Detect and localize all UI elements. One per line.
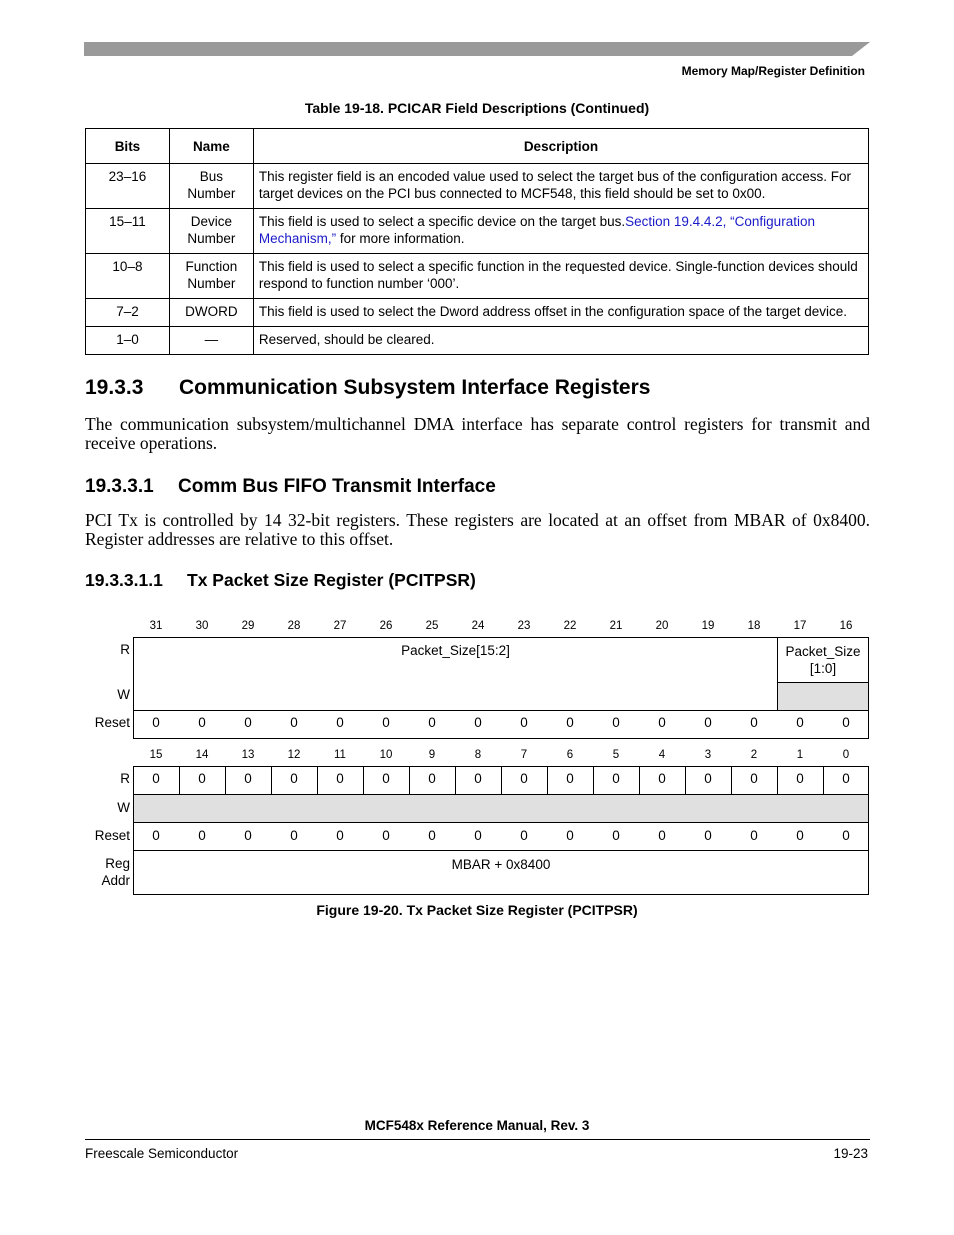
reset-value: 0 bbox=[566, 828, 574, 843]
read-value: 0 bbox=[796, 771, 804, 786]
reset-value: 0 bbox=[796, 828, 804, 843]
cell-bits: 23–16 bbox=[86, 164, 170, 209]
reset-value: 0 bbox=[198, 715, 206, 730]
subsection-number: 19.3.3.1 bbox=[85, 476, 154, 497]
description-text: Reserved, should be cleared. bbox=[258, 332, 435, 347]
lower-read-bit-cell bbox=[271, 766, 318, 795]
bit-number: 19 bbox=[701, 620, 715, 632]
reset-value: 0 bbox=[750, 828, 758, 843]
bit-number: 5 bbox=[612, 749, 620, 761]
bit-number: 10 bbox=[379, 749, 393, 761]
cell-description bbox=[253, 209, 868, 254]
reset-value: 0 bbox=[336, 715, 344, 730]
lower-read-bit-cell bbox=[685, 766, 732, 795]
lower-read-bit-cell bbox=[363, 766, 410, 795]
cell-name: DWORD bbox=[169, 299, 253, 327]
lower-read-bit-cell bbox=[593, 766, 640, 795]
reset-value: 0 bbox=[658, 828, 666, 843]
section-heading bbox=[85, 376, 650, 400]
bit-number: 23 bbox=[517, 620, 531, 632]
figure-caption: Figure 19-20. Tx Packet Size Register (PCITPSR) bbox=[316, 902, 638, 918]
bit-number: 11 bbox=[334, 749, 346, 761]
bit-number: 22 bbox=[563, 620, 577, 632]
reset-value: 0 bbox=[658, 715, 666, 730]
lower-read-bit-cell bbox=[639, 766, 686, 795]
reset-value: 0 bbox=[198, 828, 206, 843]
bit-number: 27 bbox=[333, 620, 347, 632]
label-w-lower: W bbox=[117, 800, 130, 815]
table-row bbox=[86, 327, 869, 355]
cell-bits: 10–8 bbox=[86, 254, 170, 299]
reset-value: 0 bbox=[750, 715, 758, 730]
bit-number: 25 bbox=[425, 620, 439, 632]
read-value: 0 bbox=[842, 771, 850, 786]
cell-name: Function Number bbox=[169, 254, 253, 299]
cell-description bbox=[253, 299, 868, 327]
read-value: 0 bbox=[336, 771, 344, 786]
col-header-bits: Bits bbox=[86, 129, 170, 164]
description-text: This register field is an encoded value used to select the target bus of the configuration access. For target devices on the PCI bus connected to MCF548, this field should be set to 0x00. bbox=[258, 169, 851, 201]
lower-read-bit-cell bbox=[731, 766, 778, 795]
table-row bbox=[86, 209, 869, 254]
subsection-body: PCI Tx is controlled by 14 32-bit registers. These registers are located at an offset from MBAR of 0x8400. Register addresses are relative to this offset. bbox=[85, 510, 870, 549]
bit-number: 1 bbox=[796, 749, 804, 761]
read-value: 0 bbox=[290, 771, 298, 786]
footer-rule bbox=[85, 1139, 870, 1140]
lower-read-bit-cell bbox=[179, 766, 226, 795]
field-table bbox=[85, 128, 869, 355]
label-reg: Reg bbox=[105, 856, 130, 871]
lower-read-bit-cell bbox=[501, 766, 548, 795]
section-body: The communication subsystem/multichannel DMA interface has separate control registers for transmit and receive operations. bbox=[85, 414, 870, 453]
reset-value: 0 bbox=[842, 715, 850, 730]
field-packet-size-1-0 bbox=[777, 637, 869, 683]
label-reset-lower: Reset bbox=[94, 828, 130, 843]
section-link[interactable]: Section 19.4.4.2, “Configuration Mechanism,” bbox=[258, 214, 815, 246]
table-header-row bbox=[86, 129, 869, 164]
field-packet-size-1-0-line1: Packet_Size bbox=[785, 644, 861, 659]
bit-number: 3 bbox=[704, 749, 712, 761]
lower-read-bit-cell bbox=[409, 766, 456, 795]
field-packet-size-15-2 bbox=[133, 637, 778, 711]
table-row bbox=[86, 254, 869, 299]
reset-value: 0 bbox=[152, 715, 160, 730]
lower-read-bit-cell bbox=[777, 766, 824, 795]
bit-number: 12 bbox=[287, 749, 301, 761]
cell-name: Bus Number bbox=[169, 164, 253, 209]
lower-reset-row bbox=[133, 822, 869, 851]
running-head: Memory Map/Register Definition bbox=[681, 64, 865, 78]
reset-value: 0 bbox=[704, 715, 712, 730]
subsection-heading bbox=[85, 476, 496, 498]
label-w-upper: W bbox=[117, 687, 130, 702]
read-value: 0 bbox=[382, 771, 390, 786]
description-text-after: for more information. bbox=[336, 231, 465, 246]
section-title: Communication Subsystem Interface Registers bbox=[179, 376, 651, 399]
reset-value: 0 bbox=[520, 715, 528, 730]
cell-description bbox=[253, 327, 868, 355]
footer-title: MCF548x Reference Manual, Rev. 3 bbox=[364, 1118, 590, 1133]
lower-read-bit-cell bbox=[133, 766, 180, 795]
reset-value: 0 bbox=[566, 715, 574, 730]
lower-read-bit-cell bbox=[547, 766, 594, 795]
read-value: 0 bbox=[428, 771, 436, 786]
lower-read-bit-cell bbox=[823, 766, 869, 795]
col-header-description: Description bbox=[253, 129, 868, 164]
label-addr: Addr bbox=[101, 873, 130, 888]
field-packet-size-1-0-line2: [1:0] bbox=[809, 661, 837, 676]
reset-value: 0 bbox=[612, 715, 620, 730]
bit-number: 30 bbox=[195, 620, 209, 632]
reset-value: 0 bbox=[244, 828, 252, 843]
header-bar bbox=[84, 42, 870, 56]
reset-value: 0 bbox=[382, 715, 390, 730]
section-number: 19.3.3 bbox=[85, 376, 144, 399]
cell-description bbox=[253, 254, 868, 299]
reset-value: 0 bbox=[704, 828, 712, 843]
reset-value: 0 bbox=[336, 828, 344, 843]
subsubsection-heading bbox=[85, 570, 476, 591]
reset-value: 0 bbox=[520, 828, 528, 843]
reg-addr-value: MBAR + 0x8400 bbox=[451, 857, 551, 872]
description-text: This field is used to select the Dword address offset in the configuration space of the target device. bbox=[258, 304, 847, 319]
bit-number: 26 bbox=[379, 620, 393, 632]
read-value: 0 bbox=[520, 771, 528, 786]
reg-addr-cell bbox=[133, 850, 869, 895]
field-packet-size-15-2-label: Packet_Size[15:2] bbox=[401, 643, 510, 658]
cell-description bbox=[253, 164, 868, 209]
bit-number: 8 bbox=[474, 749, 482, 761]
reset-value: 0 bbox=[474, 715, 482, 730]
bit-number: 16 bbox=[839, 620, 853, 632]
label-r-lower: R bbox=[120, 771, 130, 786]
label-reset-upper: Reset bbox=[94, 715, 130, 730]
bit-number: 2 bbox=[750, 749, 758, 761]
bit-number: 21 bbox=[609, 620, 623, 632]
upper-reset-row bbox=[133, 710, 869, 739]
col-header-name: Name bbox=[169, 129, 253, 164]
reset-value: 0 bbox=[428, 828, 436, 843]
read-value: 0 bbox=[566, 771, 574, 786]
lower-read-bit-cell bbox=[455, 766, 502, 795]
read-value: 0 bbox=[750, 771, 758, 786]
bit-number: 14 bbox=[195, 749, 209, 761]
read-value: 0 bbox=[198, 771, 206, 786]
bit-number: 20 bbox=[655, 620, 669, 632]
bit-number: 24 bbox=[471, 620, 485, 632]
reset-value: 0 bbox=[152, 828, 160, 843]
read-value: 0 bbox=[244, 771, 252, 786]
bit-number: 4 bbox=[658, 749, 666, 761]
label-r-upper: R bbox=[120, 642, 130, 657]
cell-name: Device Number bbox=[169, 209, 253, 254]
bit-number: 0 bbox=[842, 749, 850, 761]
lower-write-row bbox=[133, 794, 869, 823]
bit-number: 29 bbox=[241, 620, 255, 632]
subsubsection-number: 19.3.3.1.1 bbox=[85, 570, 163, 590]
cell-name: — bbox=[169, 327, 253, 355]
reset-value: 0 bbox=[842, 828, 850, 843]
reset-value: 0 bbox=[428, 715, 436, 730]
description-text: This field is used to select a specific device on the target bus. bbox=[258, 214, 626, 229]
read-value: 0 bbox=[658, 771, 666, 786]
subsubsection-title: Tx Packet Size Register (PCITPSR) bbox=[187, 570, 476, 590]
read-value: 0 bbox=[704, 771, 712, 786]
reset-value: 0 bbox=[290, 828, 298, 843]
lower-read-bit-cell bbox=[317, 766, 364, 795]
bit-number: 7 bbox=[520, 749, 528, 761]
bit-number: 31 bbox=[149, 620, 163, 632]
read-value: 0 bbox=[152, 771, 160, 786]
reset-value: 0 bbox=[612, 828, 620, 843]
bit-number: 18 bbox=[747, 620, 761, 632]
reset-value: 0 bbox=[474, 828, 482, 843]
table-row bbox=[86, 164, 869, 209]
description-text: This field is used to select a specific function in the requested device. Single-function devices should respond to function number ‘000’. bbox=[258, 259, 858, 291]
reset-value: 0 bbox=[796, 715, 804, 730]
lower-read-bit-cell bbox=[225, 766, 272, 795]
read-value: 0 bbox=[474, 771, 482, 786]
bit-number: 13 bbox=[241, 749, 255, 761]
bit-number: 9 bbox=[428, 749, 436, 761]
footer-left: Freescale Semiconductor bbox=[85, 1146, 239, 1161]
subsection-title: Comm Bus FIFO Transmit Interface bbox=[178, 476, 496, 497]
read-value: 0 bbox=[612, 771, 620, 786]
table-row bbox=[86, 299, 869, 327]
bit-number: 17 bbox=[793, 620, 807, 632]
field-packet-size-1-0-write-reserved bbox=[777, 682, 869, 711]
reset-value: 0 bbox=[290, 715, 298, 730]
cell-bits: 1–0 bbox=[86, 327, 170, 355]
cell-bits: 15–11 bbox=[86, 209, 170, 254]
cell-bits: 7–2 bbox=[86, 299, 170, 327]
bit-number: 15 bbox=[149, 749, 163, 761]
table-caption: Table 19-18. PCICAR Field Descriptions (Continued) bbox=[304, 100, 650, 116]
reset-value: 0 bbox=[382, 828, 390, 843]
bit-number: 6 bbox=[566, 749, 574, 761]
bit-number: 28 bbox=[287, 620, 301, 632]
footer-page-number: 19-23 bbox=[833, 1146, 868, 1161]
reset-value: 0 bbox=[244, 715, 252, 730]
